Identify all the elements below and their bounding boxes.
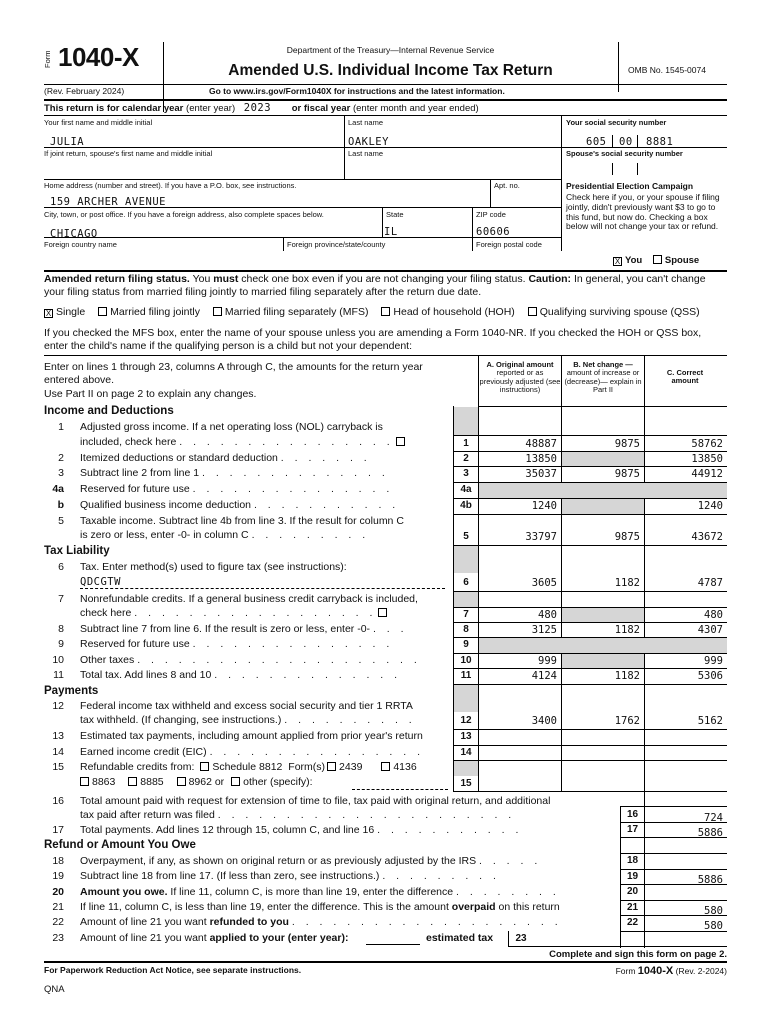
line-22-number: 22 (52, 916, 64, 928)
line-16-number: 16 (52, 795, 64, 807)
line-2-col-c[interactable]: 13850 (691, 453, 723, 465)
line-3-col-b[interactable]: 9875 (614, 468, 640, 480)
filing-status-text: Amended return filing status. You must check one box even if you are not changing your filing status. Caution: In general, you can't change your filing status from married filing jointly to married filing separately after the return due date. (44, 273, 706, 298)
section-income: Income and Deductions (44, 405, 174, 417)
foreign-province-label: Foreign province/state/county (287, 240, 386, 249)
line-5-text-2: is zero or less, enter -0- in column C . . . . . . . . . (80, 529, 370, 541)
line-18-text: Overpayment, if any, as shown on original return or as previously adjusted by the IRS . . . . . (80, 855, 542, 867)
section-tax-liability: Tax Liability (44, 545, 110, 557)
line-9-text: Reserved for future use . . . . . . . . . . . . . . . (80, 638, 394, 650)
box-23: 23 (515, 933, 527, 944)
line-10-text: Other taxes . . . . . . . . . . . . . . . . . . . . . (80, 654, 421, 666)
gbc-carryback-checkbox[interactable] (378, 608, 387, 617)
line-11-col-a[interactable]: 4124 (531, 670, 557, 682)
line-12-col-b[interactable]: 1762 (614, 715, 640, 727)
line-7-col-a[interactable]: 480 (538, 609, 557, 621)
filing-status-options: X Single Married filing jointly Married filing separately (MFS) Head of household (HOH) Qualifying surviving spouse (QSS) (45, 306, 700, 318)
line-5-col-c[interactable]: 43672 (691, 531, 723, 543)
section-refund: Refund or Amount You Owe (44, 839, 196, 851)
form-word: Form (43, 50, 52, 68)
line-19-number: 19 (52, 870, 64, 882)
line-1-col-a[interactable]: 48887 (525, 438, 557, 450)
line-15-text-2: 8863 8885 8962 or other (specify): (80, 776, 313, 788)
line-3-number: 3 (58, 467, 64, 479)
box-3: 3 (463, 468, 469, 479)
status-qss-checkbox[interactable] (528, 307, 537, 316)
line-16-text-2: tax paid after return was filed . . . . . . . . . . . . . . . . . . . . . . (80, 809, 516, 821)
address-label: Home address (number and street). If you have a P.O. box, see instructions. (44, 181, 297, 190)
line-16-col-c[interactable]: 724 (704, 812, 723, 824)
campaign-checkboxes: X You Spouse (614, 255, 700, 266)
line-6-number: 6 (58, 561, 64, 573)
box-22: 22 (626, 917, 639, 928)
schedule-8812-checkbox[interactable] (200, 762, 209, 771)
line-1-number: 1 (58, 421, 64, 433)
form-number: 1040-X (58, 42, 139, 72)
form-8863-checkbox[interactable] (80, 777, 89, 786)
line-9-number: 9 (58, 638, 64, 650)
line-2-col-a[interactable]: 13850 (525, 453, 557, 465)
box-11: 11 (460, 670, 472, 681)
line-6-col-c[interactable]: 4787 (697, 577, 723, 589)
line-20-number: 20 (52, 886, 64, 898)
status-mfj-checkbox[interactable] (98, 307, 107, 316)
form-8885-checkbox[interactable] (128, 777, 137, 786)
box-4a: 4a (460, 484, 472, 495)
foreign-country-label: Foreign country name (44, 240, 117, 249)
line-4b-text: Qualified business income deduction . . . . . . . . . . . (80, 499, 400, 511)
mfs-note: If you checked the MFS box, enter the name of your spouse unless you are amending a Form 1040-NR. If you checked the HOH or QSS box, enter the child's name if the qualifying person is a child but not your dependent: (44, 327, 702, 352)
line-15-text: Refundable credits from: Schedule 8812 Form(s) 2439 4136 (80, 761, 417, 773)
line-23-text: Amount of line 21 you want applied to your (enter year): (80, 932, 349, 944)
line-19-col-c[interactable]: 5886 (697, 874, 723, 886)
line-21-col-c[interactable]: 580 (704, 905, 723, 917)
line-17-text: Total payments. Add lines 12 through 15, column C, and line 16 . . . . . . . . . . . (80, 824, 523, 836)
line-20-text: Amount you owe. If line 11, column C, is more than line 19, enter the difference . . . . . . . . (80, 886, 560, 898)
line-12-col-a[interactable]: 3400 (531, 715, 557, 727)
line-7-text: Nonrefundable credits. If a general business credit carryback is included, (80, 593, 418, 605)
city-label: City, town, or post office. If you have a foreign address, also complete spaces below. (44, 210, 324, 219)
zip-label: ZIP code (476, 210, 506, 219)
line-12-text-2: tax withheld. (If changing, see instructions.) . . . . . . . . . . (80, 714, 416, 726)
omb-number: OMB No. 1545-0074 (628, 65, 706, 75)
line-15-number: 15 (52, 761, 64, 773)
complete-sign-note: Complete and sign this form on page 2. (549, 949, 727, 960)
box-10: 10 (460, 655, 472, 666)
line-1-text: Adjusted gross income. If a net operating loss (NOL) carryback is (80, 421, 383, 433)
form-8962-checkbox[interactable] (177, 777, 186, 786)
line-2-text: Itemized deductions or standard deduction . . . . . . . (80, 452, 371, 464)
line-4b-col-c[interactable]: 1240 (697, 500, 723, 512)
line-13-number: 13 (52, 730, 64, 742)
status-mfs-checkbox[interactable] (213, 307, 222, 316)
other-credit-checkbox[interactable] (231, 777, 240, 786)
line-3-col-a[interactable]: 35037 (525, 468, 557, 480)
spouse-ssn-label: Spouse's social security number (566, 149, 683, 158)
line-18-number: 18 (52, 855, 64, 867)
first-name-label: Your first name and middle initial (44, 118, 153, 127)
tax-method-field[interactable]: QDCGTW (80, 576, 445, 589)
calendar-year-row: This return is for calendar year (enter year) 2023 or fiscal year (enter month and year ended) (44, 102, 479, 114)
line-8-number: 8 (58, 623, 64, 635)
line-4b-col-a[interactable]: 1240 (531, 500, 557, 512)
line-1-col-c[interactable]: 58762 (691, 438, 723, 450)
spouse-last-name-label: Last name (348, 149, 384, 158)
line-4a-number: 4a (52, 483, 64, 495)
nol-carryback-checkbox[interactable] (396, 437, 405, 446)
line-3-text: Subtract line 2 from line 1 . . . . . . . . . . . . . . (80, 467, 389, 479)
box-14: 14 (460, 747, 472, 758)
line-10-col-a[interactable]: 999 (538, 655, 557, 667)
line-8-text: Subtract line 7 from line 6. If the result is zero or less, enter -0- . . . (80, 623, 408, 635)
ssn-field-3[interactable]: 8881 (646, 136, 674, 148)
form-4136-checkbox[interactable] (381, 762, 390, 771)
box-17: 17 (626, 824, 639, 835)
line-12-number: 12 (52, 700, 64, 712)
form-2439-checkbox[interactable] (327, 762, 336, 771)
section-payments: Payments (44, 685, 99, 697)
box-20: 20 (626, 886, 639, 897)
spouse-first-name-label: If joint return, spouse's first name and middle initial (44, 149, 213, 158)
box-5: 5 (463, 531, 469, 542)
line-2-number: 2 (58, 452, 64, 464)
line-10-number: 10 (52, 654, 64, 666)
box-2: 2 (463, 453, 469, 464)
box-4b: 4b (460, 500, 472, 511)
zip-field[interactable]: 60606 (476, 226, 511, 238)
ssn-label: Your social security number (566, 118, 667, 127)
box-6: 6 (463, 577, 469, 588)
line-7-number: 7 (58, 593, 64, 605)
last-name-field[interactable]: OAKLEY (348, 136, 389, 148)
line-8-col-b[interactable]: 1182 (614, 624, 640, 636)
box-12: 12 (460, 715, 472, 726)
line-4b-number: b (57, 499, 64, 511)
foreign-postal-label: Foreign postal code (476, 240, 542, 249)
line-17-col-c[interactable]: 5886 (697, 827, 723, 839)
line-4a-text: Reserved for future use . . . . . . . . . . . . . . . (80, 483, 394, 495)
box-1: 1 (463, 438, 469, 449)
box-7: 7 (463, 609, 469, 620)
line-6-text: Tax. Enter method(s) used to figure tax (see instructions): (80, 561, 347, 573)
paperwork-notice: For Paperwork Reduction Act Notice, see separate instructions. (44, 965, 302, 975)
address-field[interactable]: 159 ARCHER AVENUE (50, 196, 166, 208)
line-22-text: Amount of line 21 you want refunded to you . . . . . . . . . . . . . . . . . . . . (80, 916, 562, 928)
ssn-field-2[interactable]: 00 (619, 136, 633, 148)
box-16: 16 (626, 809, 639, 820)
line-5-number: 5 (58, 515, 64, 527)
campaign-text: Check here if you, or your spouse if filing jointly, didn't previously want $3 to go to this fund, but now do. Checking a box below will not change your tax or refund. (566, 192, 720, 232)
columns-intro-2: Use Part II on page 2 to explain any changes. (44, 388, 257, 400)
columns-intro: Enter on lines 1 through 23, columns A through C, the amounts for the return year entered above. (44, 361, 423, 386)
line-16-text: Total amount paid with request for extension of time to file, tax paid with original return, and additional (80, 795, 551, 807)
qna-label: QNA (44, 984, 65, 995)
box-9: 9 (463, 639, 469, 650)
first-name-field[interactable]: JULIA (50, 136, 85, 148)
revision-date: (Rev. February 2024) (44, 86, 125, 96)
line-17-number: 17 (52, 824, 64, 836)
line-12-text: Federal income tax withheld and excess social security and tier 1 RRTA (80, 700, 413, 712)
line-8-col-c[interactable]: 4307 (697, 624, 723, 636)
department: Department of the Treasury—Internal Revenue Service (286, 45, 495, 55)
box-15: 15 (460, 778, 472, 789)
line-8-col-a[interactable]: 3125 (531, 624, 557, 636)
line-7-col-c[interactable]: 480 (704, 609, 723, 621)
calendar-year-field[interactable]: 2023 (243, 102, 272, 114)
campaign-title: Presidential Election Campaign (566, 181, 694, 191)
line-3-col-c[interactable]: 44912 (691, 468, 723, 480)
box-8: 8 (463, 624, 469, 635)
line-6-col-a[interactable]: 3605 (531, 577, 557, 589)
box-18: 18 (626, 855, 639, 866)
line-1-col-b[interactable]: 9875 (614, 438, 640, 450)
line-1-text-2: included, check here . . . . . . . . . . . . . . . . (80, 436, 408, 448)
line-21-number: 21 (52, 901, 64, 913)
line-21-text: If line 11, column C, is less than line 19, enter the difference. This is the amount overpaid on this return (80, 901, 560, 913)
line-13-text: Estimated tax payments, including amount applied from prior year's return (80, 730, 423, 742)
line-10-col-c[interactable]: 999 (704, 655, 723, 667)
line-19-text: Subtract line 18 from line 17. (If less than zero, see instructions.) . . . . . . . . . (80, 870, 500, 882)
line-12-col-c[interactable]: 5162 (697, 715, 723, 727)
campaign-you-checkbox[interactable]: X (614, 257, 621, 266)
line-7-text-2: check here . . . . . . . . . . . . . . . . . . (80, 607, 390, 619)
ssn-field-1[interactable]: 605 (586, 136, 607, 148)
line-23-number: 23 (52, 932, 64, 944)
line-22-col-c[interactable]: 580 (704, 920, 723, 932)
line-23-estimated-tax: estimated tax (426, 932, 494, 944)
last-name-label: Last name (348, 118, 384, 127)
line-6-col-b[interactable]: 1182 (614, 577, 640, 589)
box-21: 21 (626, 902, 639, 913)
line-11-number: 11 (53, 669, 64, 681)
line-11-col-b[interactable]: 1182 (614, 670, 640, 682)
column-c-header: C. Correct amount (666, 368, 704, 386)
line-5-text: Taxable income. Subtract line 4b from line 3. If the result for column C (80, 515, 404, 527)
line-11-col-c[interactable]: 5306 (697, 670, 723, 682)
box-19: 19 (626, 871, 639, 882)
footer-form-id: Form 1040-X (Rev. 2-2024) (615, 965, 727, 977)
line-5-col-b[interactable]: 9875 (614, 531, 640, 543)
column-a-header: A. Original amount reported or as previously adjusted (see instructions) (479, 360, 561, 394)
form-title: Amended U.S. Individual Income Tax Return (228, 62, 553, 79)
line-11-text: Total tax. Add lines 8 and 10 . . . . . . . . . . . . . . (80, 669, 402, 681)
apt-label: Apt. no. (494, 181, 520, 190)
state-label: State (386, 210, 404, 219)
goto-instructions: Go to www.irs.gov/Form1040X for instructions and the latest information. (209, 86, 505, 96)
state-field[interactable]: IL (384, 226, 398, 238)
line-14-number: 14 (52, 746, 64, 758)
status-hoh-checkbox[interactable] (381, 307, 390, 316)
campaign-spouse-checkbox[interactable] (653, 255, 662, 264)
city-field[interactable]: CHICAGO (50, 228, 98, 240)
line-23-year-field[interactable] (366, 944, 420, 945)
line-14-text: Earned income credit (EIC) . . . . . . . . . . . . . . . . (80, 746, 424, 758)
box-13: 13 (460, 731, 472, 742)
line-5-col-a[interactable]: 33797 (525, 531, 557, 543)
status-single-checkbox[interactable]: X (45, 309, 52, 318)
column-b-header: B. Net change — amount of increase or (decrease)— explain in Part II (564, 360, 642, 394)
